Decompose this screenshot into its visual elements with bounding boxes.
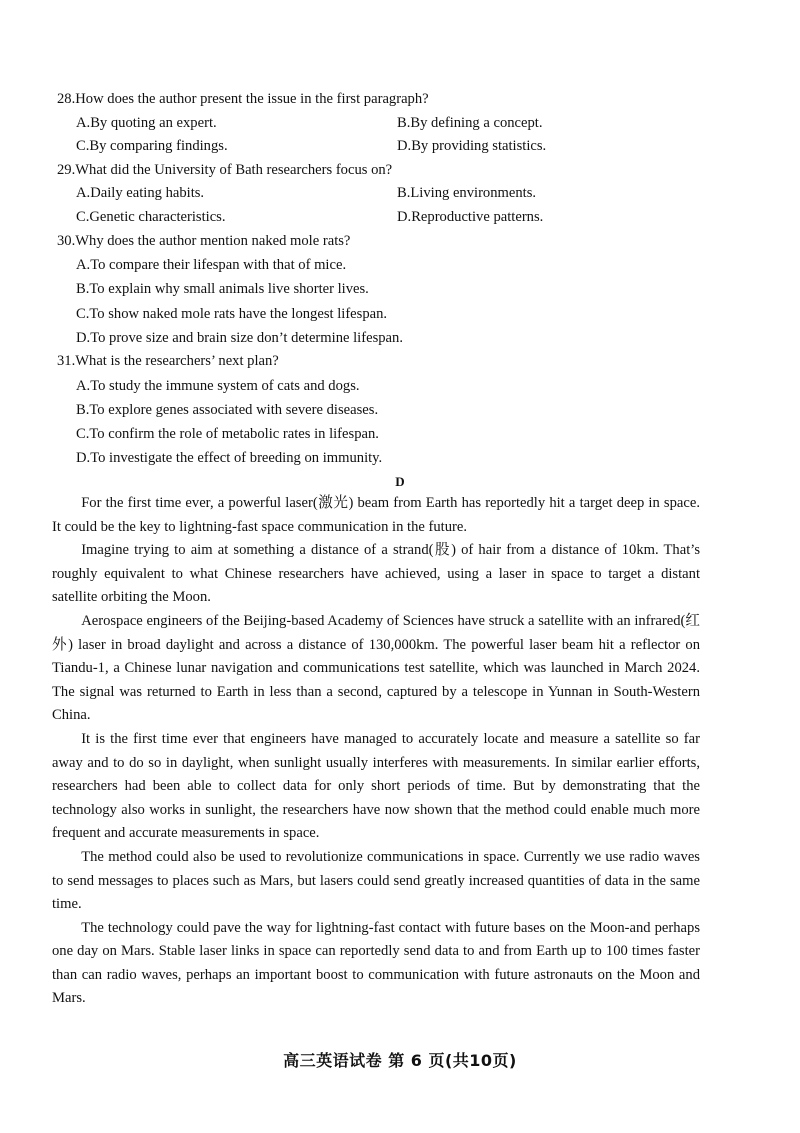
passage-paragraph: It is the first time ever that engineers have managed to accurately locate and measure a satellite so far away and to do so in daylight, when sunlight usually interferes with measurements. In similar earlier efforts, researchers had been able to collect data for only short periods of time. But by demonstrating that the technology also works in sunlight, the researchers have now shown that the method could enable much more frequent and accurate measurements in space.	[52, 730, 700, 842]
option-c: C.To confirm the role of metabolic rates in lifespan.	[76, 425, 379, 442]
option-d: D.By providing statistics.	[397, 138, 547, 155]
passage-paragraph: Aerospace engineers of the Beijing-based Academy of Sciences have struck a satellite with an infrared(红外) laser in broad daylight and across a distance of 130,000km. The powerful laser beam hit a reflector on Tiandu-1, a Chinese lunar navigation and communications test satellite, which was launched in March 2024. The signal was returned to Earth in less than a second, captured by a telescope in Yunnan in South-Western China.	[52, 612, 700, 724]
option-a: A.Daily eating habits.	[76, 185, 205, 202]
passage-paragraph: The technology could pave the way for lightning-fast contact with future bases on the Moon-and perhaps one day on Mars. Stable laser links in space can reportedly send data to and from Earth up to 100 times faster than can radio waves, perhaps an important boost to communication with future astronauts on the Moon and Mars.	[52, 919, 700, 1007]
option-d: D.To investigate the effect of breeding on immunity.	[76, 450, 383, 467]
option-row	[57, 135, 757, 159]
question-stem: 29.What did the University of Bath researchers focus on?	[57, 161, 393, 178]
option-b: B.By defining a concept.	[397, 114, 543, 131]
question-stem: 28.How does the author present the issue in the first paragraph?	[57, 91, 429, 107]
option-row	[57, 112, 757, 136]
option-row	[57, 206, 757, 230]
option-d: D.Reproductive patterns.	[397, 208, 544, 225]
option-b: B.Living environments.	[397, 185, 537, 202]
question-30	[57, 230, 757, 350]
option-c: C.To show naked mole rats have the longest lifespan.	[76, 305, 388, 322]
option-b: B.To explore genes associated with severe diseases.	[76, 401, 379, 418]
option-a: A.To compare their lifespan with that of mice.	[76, 257, 347, 274]
passage-paragraph: Imagine trying to aim at something a distance of a strand(股) of hair from a distance of 10km. That’s roughly equivalent to what Chinese researchers have achieved, using a laser in space to target a distant satellite orbiting the Moon.	[52, 542, 700, 606]
option-a: A.By quoting an expert.	[76, 114, 217, 131]
question-28	[57, 88, 757, 159]
option-b: B.To explain why small animals live shorter lives.	[76, 281, 369, 298]
question-list	[57, 88, 757, 470]
question-29	[57, 159, 757, 230]
option-a: A.To study the immune system of cats and dogs.	[76, 377, 360, 394]
question-stem: 30.Why does the author mention naked mole rats?	[57, 232, 351, 249]
option-d: D.To prove size and brain size don’t determine lifespan.	[76, 329, 403, 346]
passage-paragraph: For the first time ever, a powerful laser(激光) beam from Earth has reportedly hit a target deep in space. It could be the key to lightning-fast space communication in the future.	[52, 495, 700, 535]
option-c: C.Genetic characteristics.	[76, 208, 226, 225]
reading-passage	[52, 492, 700, 1011]
page-footer: 高三英语试卷 第 6 页(共10页)	[283, 1051, 517, 1070]
option-row	[57, 182, 757, 206]
question-31	[57, 350, 757, 470]
section-title: D	[395, 474, 405, 489]
question-stem: 31.What is the researchers’ next plan?	[57, 352, 279, 369]
passage-paragraph: The method could also be used to revolutionize communications in space. Currently we use radio waves to send messages to places such as Mars, but lasers could send greatly increased quantities of data in the same time.	[52, 848, 700, 913]
option-c: C.By comparing findings.	[76, 138, 228, 155]
